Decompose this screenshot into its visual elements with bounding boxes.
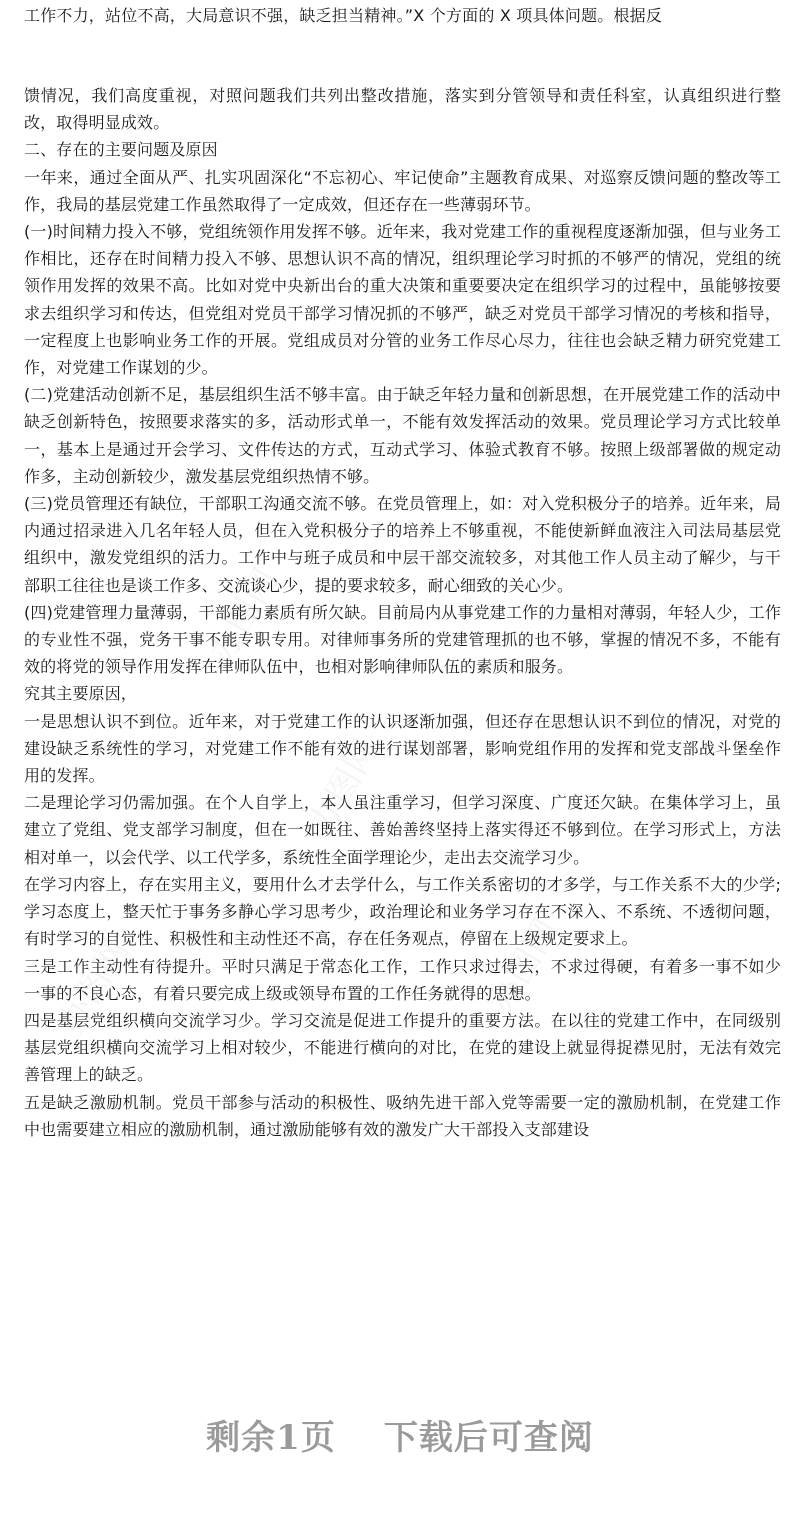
section-heading: 二、存在的主要问题及原因 [24, 140, 218, 160]
remaining-pages-label: 剩余1页 [206, 1418, 336, 1458]
paragraph: 三是工作主动性有待提升。平时只满足于常态化工作，工作只求过得去，不求过得硬，有着多一事不如少一事的不良心态，有着只要完成上级或领导布置的工作任务就得的思想。 [24, 956, 781, 1003]
paragraph: 五是缺乏激励机制。党员干部参与活动的积极性、吸纳先进干部入党等需要一定的激励机制，在党建工作中也需要建立相应的激励机制，通过激励能够有效的激发广大干部投入支部建设 [24, 1092, 781, 1139]
paragraph: 究其主要原因， [24, 684, 138, 704]
watermark: 办图网 [481, 912, 567, 1021]
paragraph: (二)党建活动创新不足，基层组织生活不够丰富。由于缺乏年轻力量和创新思想，在开展党建工作的活动中缺乏创新特色，按照要求落实的多，活动形式单一，不能有效发挥活动的效果。党员理论学习方式比较单一，基本上是通过开会学习、文件传达的方式，互动式学习、体验式教育不够。按照上级部署做的规定动作多，主动创新较少，激发基层党组织热情不够。 [24, 385, 781, 486]
document-body [24, 82, 781, 1143]
paragraph: 一年来，通过全面从严、扎实巩固深化“不忘初心、牢记使命”主题教育成果、对巡察反馈问题的整改等工作，我局的基层党建工作虽然取得了一定成效，但还存在一些薄弱环节。 [24, 167, 781, 214]
paragraph: 四是基层党组织横向交流学习少。学习交流是促进工作提升的重要方法。在以往的党建工作中，在同级别基层党组织横向交流学习上相对较少，不能进行横向的对比，在党的建设上就显得捉襟见肘，无法有效完善管理上的缺乏。 [24, 1010, 781, 1085]
paragraph: (三)党员管理还有缺位，干部职工沟通交流不够。在党员管理上，如：对入党积极分子的培养。近年来，局内通过招录进入几名年轻人员，但在入党积极分子的培养上不够重视，不能使新鲜血液注入司法局基层党组织中，激发党组织的活力。工作中与班子成员和中层干部交流较多，对其他工作人员主动了解少，与干部职工往往也是谈工作多、交流谈心少，提的要求较多，耐心细致的关心少。 [24, 494, 781, 595]
paragraph-continuation: 馈情况，我们高度重视，对照问题我们共列出整改措施，落实到分管领导和责任科室，认真组织进行整改，取得明显成效。 [24, 86, 781, 133]
watermark: 办图网 [51, 932, 137, 1041]
download-prompt-banner[interactable] [0, 1410, 800, 1459]
download-to-view-label: 下载后可查阅 [383, 1418, 594, 1458]
document-top-line: 工作不力，站位不高，大局意识不强，缺乏担当精神。”X 个方面的 X 项具体问题。根据反 [24, 6, 663, 25]
paragraph: (四)党建管理力量薄弱，干部能力素质有所欠缺。目前局内从事党建工作的力量相对薄弱，年轻人少，工作的专业性不强，党务干事不能专职专用。对律师事务所的党建管理抓的也不够，掌握的情况不多，不能有效的将党的领导作用发挥在律师队伍中，也相对影响律师队伍的素质和服务。 [24, 602, 781, 677]
watermark: 办图网 [201, 562, 287, 671]
paragraph: (一)时间精力投入不够，党组统领作用发挥不够。近年来，我对党建工作的重视程度逐渐加强，但与业务工作相比，还存在时间精力投入不够、思想认识不高的情况，组织理论学习时抓的不够严的情况，党组的统领作用发挥的效果不高。比如对党中央新出台的重大决策和重要要决定在组织学习的过程中，虽能够按要求去组织学习和传达，但党组对党员干部学习情况抓的不够严，缺乏对党员干部学习情况的考核和指导，一定程度上也影响业务工作的开展。党组成员对分管的业务工作尽心尽力，往往也会缺乏精力研究党建工作，对党建工作谋划的少。 [24, 222, 781, 378]
watermark: 办图网 [301, 732, 387, 841]
paragraph: 二是理论学习仍需加强。在个人自学上，本人虽注重学习，但学习深度、广度还欠缺。在集体学习上，虽建立了党组、党支部学习制度，但在一如既往、善始善终坚持上落实得还不够到位。在学习形式上，方法相对单一，以会代学、以工代学多，系统性全面学理论少，走出去交流学习少。 [24, 793, 781, 867]
paragraph: 一是思想认识不到位。近年来，对于党建工作的认识逐渐加强，但还存在思想认识不到位的情况，对党的建设缺乏系统性的学习，对党建工作不能有效的进行谋划部署，影响党组作用的发挥和党支部战斗堡垒作用的发挥。 [24, 711, 781, 786]
paragraph: 在学习内容上，存在实用主义，要用什么才去学什么，与工作关系密切的才多学，与工作关系不大的少学;学习态度上，整天忙于事务多静心学习思考少，政治理论和业务学习存在不深入、不系统、不透彻问题，有时学习的自觉性、积极性和主动性还不高，存在任务观点，停留在上级规定要求上。 [24, 874, 781, 949]
